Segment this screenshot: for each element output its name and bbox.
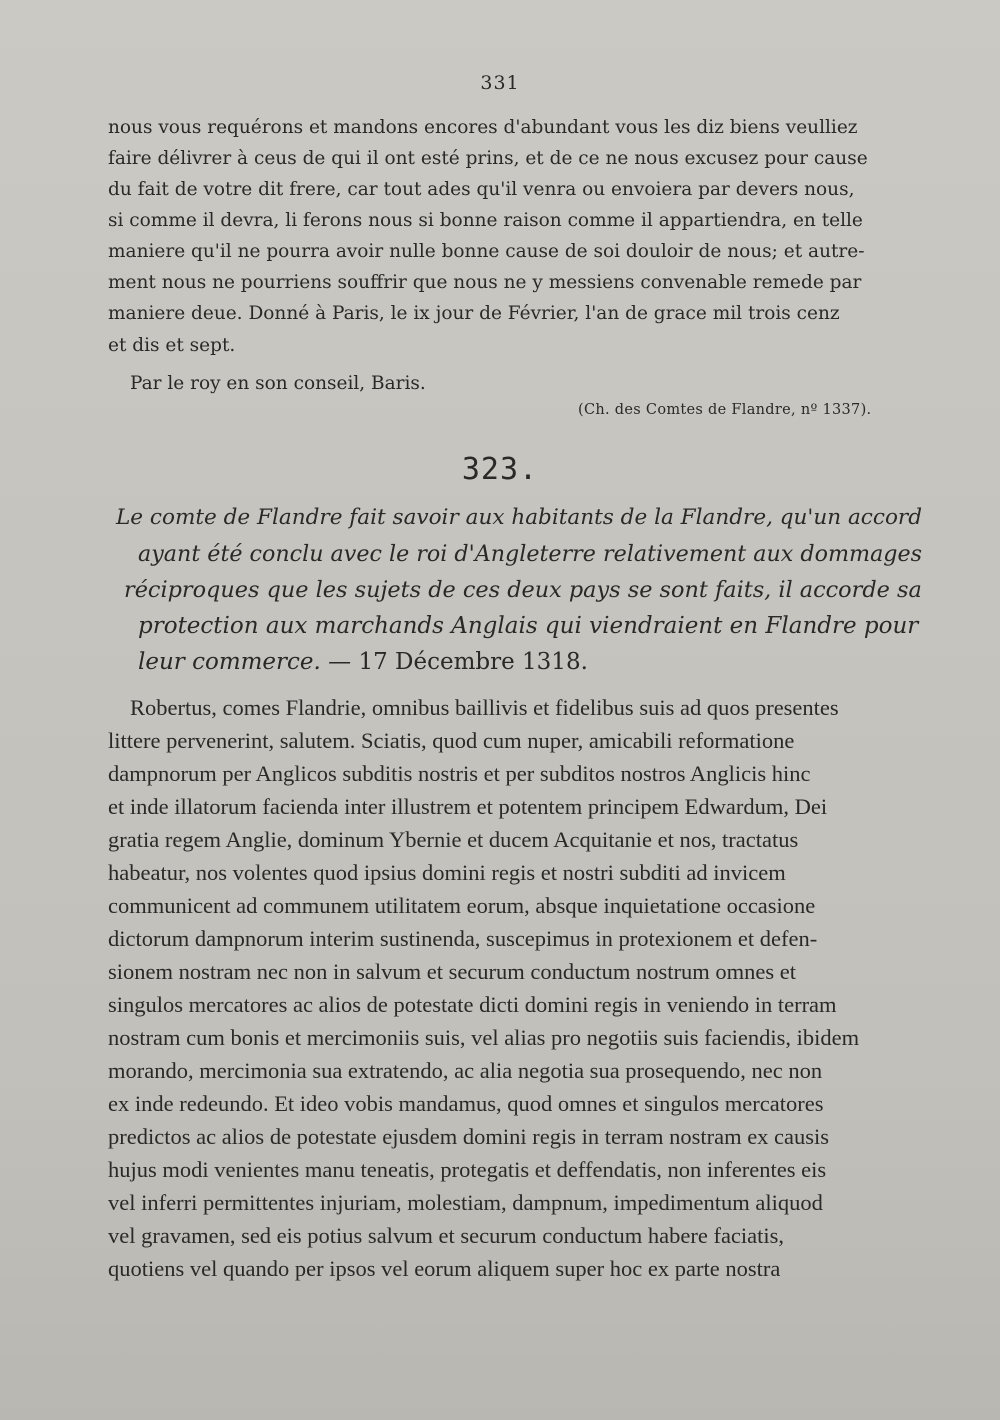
- body-line: morando, mercimonia sua extratendo, ac alia negotia sua prosequendo, nec non: [108, 1058, 823, 1083]
- body-line: dictorum dampnorum interim sustinenda, suscepimus in protexionem et defen-: [108, 926, 818, 951]
- text-line: maniere deue. Donné à Paris, le ix jour de Février, l'an de grace mil trois cenz: [108, 303, 840, 324]
- page-number: 331: [480, 72, 520, 94]
- body-line: littere pervenerint, salutem. Sciatis, quod cum nuper, amicabili reformatione: [108, 728, 795, 753]
- body-line: quotiens vel quando per ipsos vel eorum aliquem super hoc ex parte nostra: [108, 1256, 781, 1281]
- body-line: nostram cum bonis et mercimoniis suis, vel alias pro negotiis suis faciendis, ibidem: [108, 1025, 860, 1050]
- body-line: et inde illatorum facienda inter illustrem et potentem principem Edwardum, Dei: [108, 794, 828, 819]
- text-line: ment nous ne pourriens souffrir que nous ne y messiens convenable remede par: [108, 272, 862, 293]
- text-line: et dis et sept.: [108, 335, 236, 356]
- summary-line: ayant été conclu avec le roi d'Angleterre relativement aux dommages: [138, 541, 923, 567]
- text-line: maniere qu'il ne pourra avoir nulle bonne cause de soi douloir de nous; et autre-: [108, 241, 865, 262]
- signature-line: Par le roy en son conseil, Baris.: [130, 373, 426, 394]
- text-line: si comme il devra, li ferons nous si bonne raison comme il appartiendra, en telle: [108, 210, 863, 231]
- body-line: habeatur, nos volentes quod ipsius domini regis et nostri subditi ad invicem: [108, 860, 786, 885]
- summary-line: réciproques que les sujets de ces deux pays se sont faits, il accorde sa: [124, 577, 922, 603]
- summary-line: protection aux marchands Anglais qui viendraient en Flandre pour: [138, 613, 919, 639]
- body-line: hujus modi venientes manu teneatis, protegatis et deffendatis, non inferentes eis: [108, 1157, 827, 1182]
- body-line: ex inde redeundo. Et ideo vobis mandamus, quod omnes et singulos mercatores: [108, 1091, 824, 1116]
- body-line: communicent ad communem utilitatem eorum, absque inquietatione occasione: [108, 893, 816, 918]
- body-line: vel gravamen, sed eis potius salvum et securum conductum habere faciatis,: [108, 1223, 785, 1248]
- body-line: vel inferri permittentes injuriam, molestiam, dampnum, impedimentum aliquod: [108, 1190, 823, 1215]
- body-line: gratia regem Anglie, dominum Ybernie et ducem Acquitanie et nos, tractatus: [108, 827, 799, 852]
- body-line: singulos mercatores ac alios de potestate dicti domini regis in veniendo in terram: [108, 992, 837, 1017]
- document-date: 17 Décembre 1318.: [351, 649, 588, 675]
- body-line: sionem nostram nec non in salvum et securum conductum nostrum omnes et: [108, 959, 796, 984]
- text-line: nous vous requérons et mandons encores d'abundant vous les diz biens veulliez: [108, 117, 858, 138]
- body-line: Robertus, comes Flandrie, omnibus baillivis et fidelibus suis ad quos presentes: [130, 695, 839, 720]
- summary-last-line: [138, 648, 588, 676]
- body-line: dampnorum per Anglicos subditis nostris et per subditos nostros Anglicis hinc: [108, 761, 811, 786]
- summary-end: leur commerce. —: [138, 649, 352, 675]
- text-line: du fait de votre dit frere, car tout ades qu'il venra ou envoiera par devers nous,: [108, 179, 855, 200]
- source-citation: (Ch. des Comtes de Flandre, nº 1337).: [578, 402, 872, 418]
- summary-line: Le comte de Flandre fait savoir aux habitants de la Flandre, qu'un accord: [116, 505, 923, 530]
- body-line: predictos ac alios de potestate ejusdem domini regis in terram nostram ex causis: [108, 1124, 830, 1149]
- document-number: 323.: [461, 452, 539, 487]
- text-line: faire délivrer à ceus de qui il ont esté prins, et de ce ne nous excusez pour cause: [108, 148, 868, 169]
